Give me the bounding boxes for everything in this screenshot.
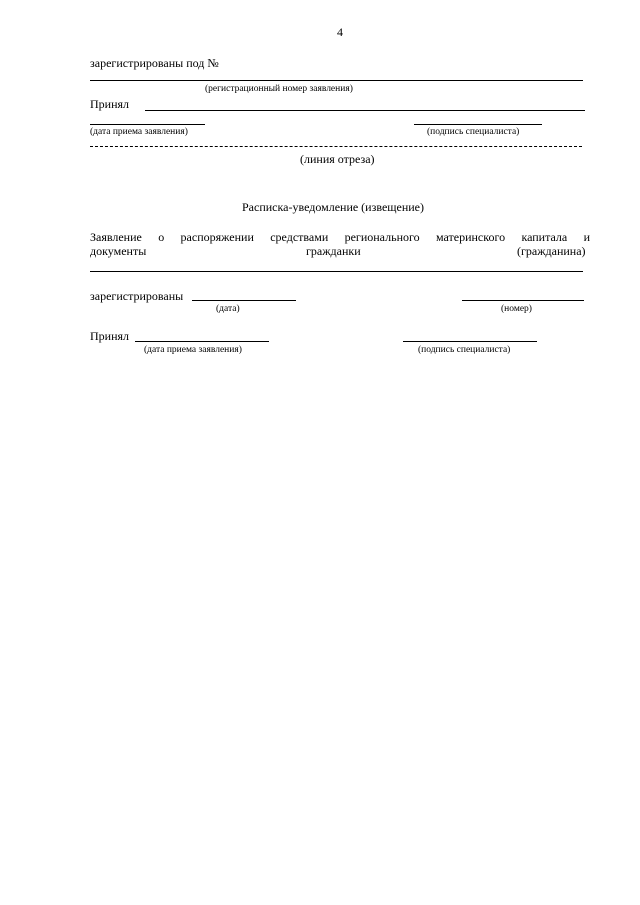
accept-date-caption: (дата приема заявления) xyxy=(144,345,242,355)
citizen-name-line xyxy=(90,271,583,272)
cut-line xyxy=(90,146,582,147)
signature-line-2 xyxy=(403,341,537,342)
citizen-f-word: гражданки xyxy=(306,244,361,258)
signature-caption-2: (подпись специалиста) xyxy=(418,345,511,355)
word: о xyxy=(158,230,165,244)
page-number: 4 xyxy=(337,25,343,39)
signature-caption: (подпись специалиста) xyxy=(427,127,520,137)
receipt-title: Расписка-уведомление (извещение) xyxy=(242,200,424,214)
accept-date-line xyxy=(135,341,269,342)
documents-word: документы xyxy=(90,244,147,258)
accepted-label: Принял xyxy=(90,97,130,111)
word: регионального xyxy=(344,230,420,244)
word: средствами xyxy=(270,230,329,244)
word: материнского xyxy=(435,230,506,244)
registered-label: зарегистрированы xyxy=(90,289,184,303)
word: распоряжении xyxy=(180,230,254,244)
reg-number-caption: (регистрационный номер заявления) xyxy=(205,84,353,94)
accepted-line xyxy=(145,110,585,111)
reg-number-caption-2: (номер) xyxy=(501,304,532,314)
reg-number-line xyxy=(90,80,583,81)
date-caption: (дата приема заявления) xyxy=(90,127,188,137)
date-line xyxy=(90,124,205,125)
statement-line-1 xyxy=(90,230,590,245)
accepted-label-2: Принял xyxy=(90,329,130,343)
signature-line xyxy=(414,124,542,125)
word: капитала xyxy=(521,230,568,244)
reg-date-caption: (дата) xyxy=(216,304,240,314)
word: и xyxy=(583,230,590,244)
citizen-m-word: (гражданина) xyxy=(517,244,586,258)
reg-date-line xyxy=(192,300,296,301)
word: Заявление xyxy=(90,230,142,244)
registered-under-label: зарегистрированы под № xyxy=(90,56,219,70)
reg-number-line-2 xyxy=(462,300,584,301)
cut-line-caption: (линия отреза) xyxy=(300,152,375,166)
